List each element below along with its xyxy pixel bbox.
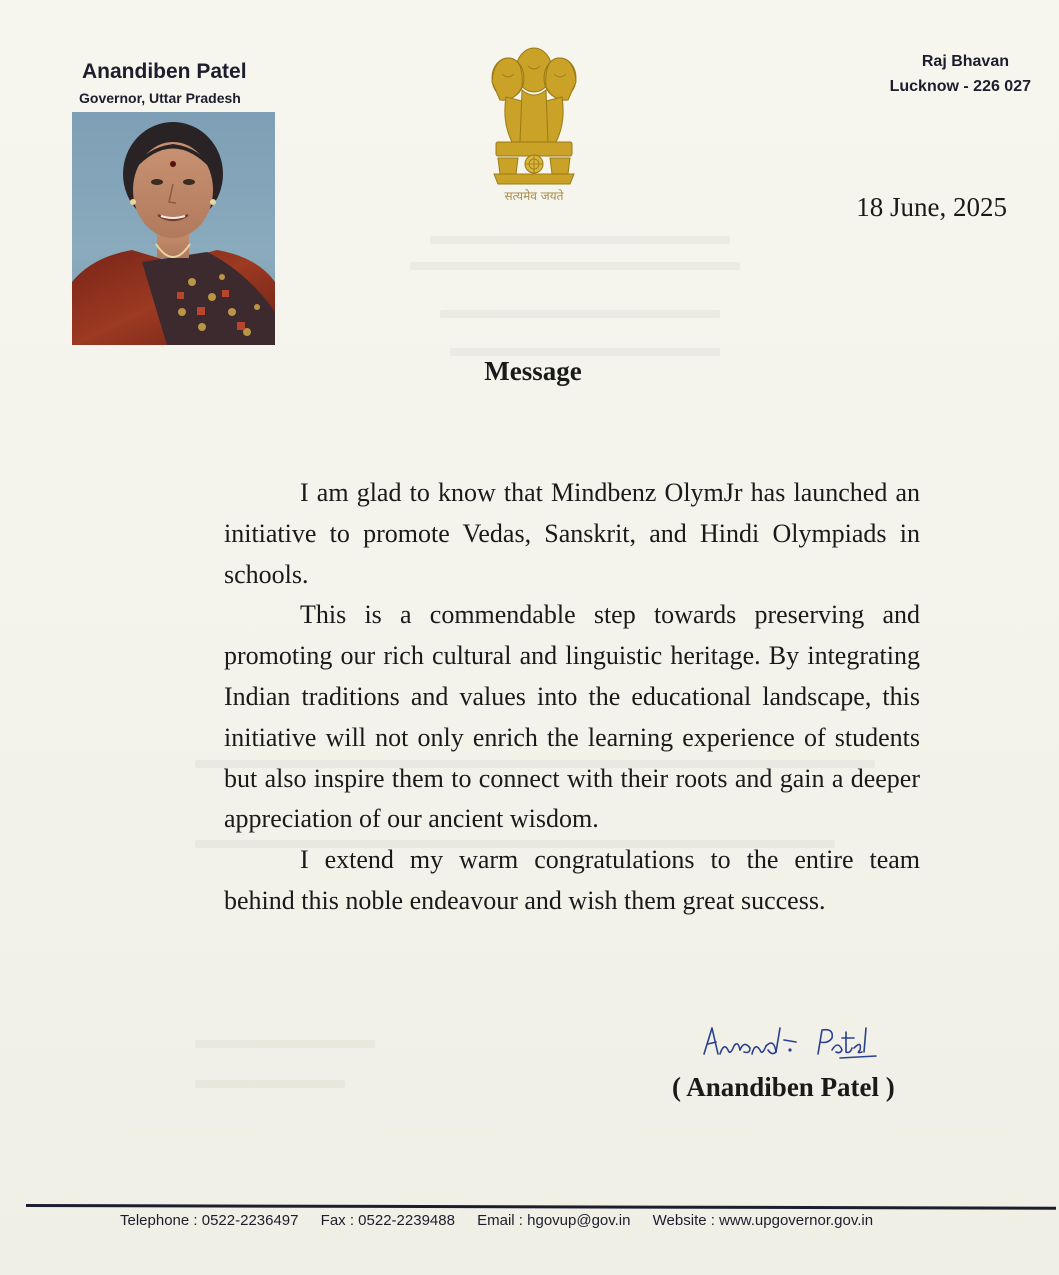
address-line-raj-bhavan: Raj Bhavan (921, 53, 1009, 70)
message-paragraph-2: This is a commendable step towards preserving and promoting our rich cultural and linguistic heritage. By integrating Indian traditions and values into the educational landscape, this initiative will not only enrich the learning experience of students but also inspire them to connect with their roots and gain a deeper appreciation of our ancient wisdom. (224, 600, 920, 834)
address-line-city-pin: Lucknow - 226 027 (889, 78, 1031, 95)
letter-date: 18 June, 2025 (856, 192, 1007, 222)
footer-contact-bar (120, 1212, 1020, 1229)
message-heading: Message (484, 356, 582, 386)
message-body (224, 473, 920, 922)
show-through-mark (450, 348, 720, 356)
message-paragraph-3: I extend my warm congratulations to the entire team behind this noble endeavour and wish them great success. (224, 845, 920, 915)
governor-portrait-photo (72, 112, 275, 345)
message-paragraph-1: I am glad to know that Mindbenz OlymJr has launched an initiative to promote Vedas, Sanskrit, and Hindi Olympiads in schools. (224, 478, 920, 589)
footer-divider (26, 1204, 1056, 1210)
sender-title: Governor, Uttar Pradesh (79, 90, 241, 106)
show-through-mark (410, 262, 740, 270)
portrait-illustration (72, 112, 275, 345)
show-through-mark (430, 236, 730, 244)
footer-website: Website : www.upgovernor.gov.in (652, 1212, 874, 1229)
footer-email: Email : hgovup@gov.in (477, 1212, 631, 1229)
show-through-mark (195, 1040, 375, 1048)
show-through-mark (195, 1080, 345, 1088)
footer-fax: Fax : 0522-2239488 (320, 1212, 455, 1229)
show-through-mark (440, 310, 720, 318)
sender-name: Anandiben Patel (82, 60, 247, 83)
signatory-name: ( Anandiben Patel ) (672, 1072, 895, 1102)
emblem-motto: सत्यमेव जयते (504, 189, 564, 203)
footer-telephone: Telephone : 0522-2236497 (120, 1212, 299, 1229)
handwritten-signature (700, 1020, 885, 1065)
